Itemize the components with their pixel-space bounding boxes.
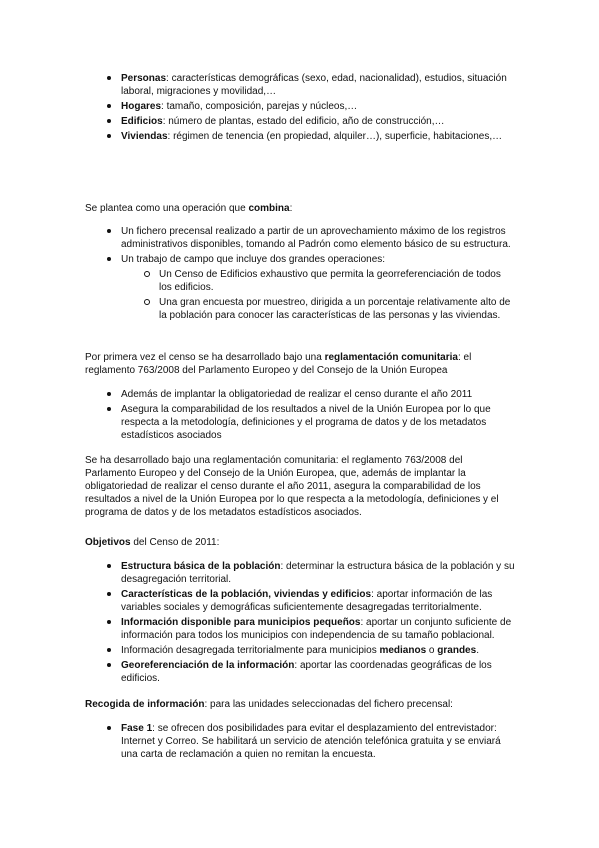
collection-list-block xyxy=(85,722,515,763)
developed-paragraph-block xyxy=(85,454,515,519)
list-item xyxy=(85,644,515,657)
sub-list-item xyxy=(121,268,515,294)
item-term: Características de la población, viviendas y edificios xyxy=(121,589,372,600)
collection-paragraph-block xyxy=(85,698,515,711)
list-item xyxy=(85,588,515,614)
combina-paragraph-block xyxy=(85,202,515,215)
list-item xyxy=(85,616,515,642)
combina-list xyxy=(85,225,515,322)
collection-list xyxy=(85,722,515,761)
list-item xyxy=(85,130,515,143)
item-text: : número de plantas, estado del edificio, año de construcción,… xyxy=(162,116,445,127)
para-bold: Recogida de información xyxy=(85,699,205,710)
para-bold: combina xyxy=(248,203,290,214)
list-item xyxy=(85,403,515,442)
item-term: Fase 1 xyxy=(121,723,153,734)
list-item xyxy=(85,560,515,586)
item-text: Asegura la comparabilidad de los resultados a nivel de la Unión Europea por lo que respecta a la metodología, definiciones y el programa de datos y de los metadatos estadísticos asociados xyxy=(121,404,491,441)
item-text: Un Censo de Edificios exhaustivo que permita la georreferenciación de todos los edificios. xyxy=(159,269,501,293)
para-bold: Objetivos xyxy=(85,537,131,548)
item-text: Una gran encuesta por muestreo, dirigida a un porcentaje relativamente alto de la población para conocer las características de las personas y las viviendas. xyxy=(159,297,511,321)
list-item xyxy=(85,388,515,401)
item-text: . xyxy=(476,645,479,656)
sub-list-item xyxy=(121,296,515,322)
item-term: Estructura básica de la población xyxy=(121,561,281,572)
topics-list xyxy=(85,72,515,143)
item-text: : se ofrecen dos posibilidades para evitar el desplazamiento del entrevistador: Internet y Correo. Se habilitará un servicio de atención telefónica gratuita y se enviará una carta de reclamación a quien no remitan la encuesta. xyxy=(121,723,501,760)
para-text: : el reglamento 763/2008 del Parlamento Europeo y del Consejo de la Unión Europea xyxy=(85,352,472,376)
objectives-heading-block xyxy=(85,536,515,549)
developed-paragraph: Se ha desarrollado bajo una reglamentación comunitaria: el reglamento 763/2008 del Parlamento Europeo y del Consejo de la Unión Europea, que, además de implantar la obligatoriedad de realizar el censo durante el año 2011, asegura la comparabilidad de los resultados a nivel de la Unión Europea por lo que respecta a la metodología, definiciones y el programa de datos y de los metadatos estadísticos asociados. xyxy=(85,455,499,518)
list-item xyxy=(85,100,515,113)
item-term: Edificios xyxy=(121,116,163,127)
item-text: o xyxy=(426,645,438,656)
sub-list xyxy=(121,268,515,322)
topics-list-block xyxy=(85,72,515,145)
item-text: : régimen de tenencia (en propiedad, alquiler…), superficie, habitaciones,… xyxy=(167,131,503,142)
item-text: Información desagregada territorialmente para municipios xyxy=(121,645,380,656)
item-text: : aportar las coordenadas geográficas de los edificios. xyxy=(121,660,492,684)
objectives-list-block xyxy=(85,560,515,687)
para-text: Se plantea como una operación que xyxy=(85,203,249,214)
item-text: Un trabajo de campo que incluye dos grandes operaciones: xyxy=(121,254,386,265)
regulation-list xyxy=(85,388,515,442)
regulation-paragraph xyxy=(85,351,515,377)
collection-paragraph xyxy=(85,698,515,711)
para-bold: reglamentación comunitaria xyxy=(324,352,458,363)
para-text: Por primera vez el censo se ha desarrollado bajo una xyxy=(85,352,325,363)
item-term: Información disponible para municipios pequeños xyxy=(121,617,361,628)
item-text: Un fichero precensal realizado a partir de un aprovechamiento máximo de los registros administrativos disponibles, tomando al Padrón como elemento básico de su estructura. xyxy=(121,226,511,250)
list-item xyxy=(85,115,515,128)
regulation-paragraph-block xyxy=(85,351,515,377)
item-term: Georeferenciación de la información xyxy=(121,660,295,671)
item-text: : aportar información de las variables sociales y demográficas suficientemente desagregadas territorialmente. xyxy=(121,589,493,613)
item-text: : determinar la estructura básica de la población y su desagregación territorial. xyxy=(121,561,515,585)
item-text: : aportar un conjunto suficiente de información para todos los municipios con independencia de su tamaño poblacional. xyxy=(121,617,512,641)
item-text: : características demográficas (sexo, edad, nacionalidad), estudios, situación laboral, migraciones y movilidad,… xyxy=(121,73,507,97)
para-text: : xyxy=(289,203,293,214)
item-text: : tamaño, composición, parejas y núcleos,… xyxy=(161,101,358,112)
objectives-paragraph xyxy=(85,536,515,549)
combina-paragraph xyxy=(85,202,515,215)
para-text: : para las unidades seleccionadas del fichero precensal: xyxy=(204,699,453,710)
item-term: grandes xyxy=(437,645,477,656)
objectives-list xyxy=(85,560,515,685)
regulation-list-block xyxy=(85,388,515,444)
item-term: medianos xyxy=(379,645,427,656)
item-term: Hogares xyxy=(121,101,162,112)
item-text: Además de implantar la obligatoriedad de realizar el censo durante el año 2011 xyxy=(121,389,473,400)
list-item xyxy=(85,225,515,251)
list-item xyxy=(85,253,515,322)
para-text: del Censo de 2011: xyxy=(130,537,220,548)
list-item xyxy=(85,659,515,685)
combina-list-block xyxy=(85,225,515,324)
item-term: Personas xyxy=(121,73,167,84)
item-term: Viviendas xyxy=(121,131,168,142)
list-item xyxy=(85,722,515,761)
list-item xyxy=(85,72,515,98)
